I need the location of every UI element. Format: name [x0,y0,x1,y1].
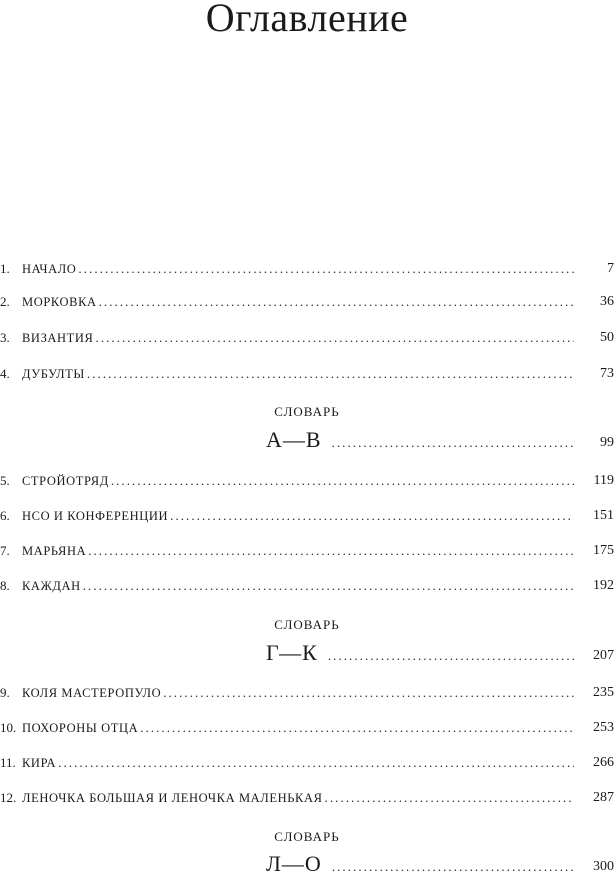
chapter-title: ДУБУЛТЫ [22,367,85,381]
chapter-number: 10. [0,720,17,735]
chapter-number: 2. [0,294,10,309]
dictionary-letters: А—В [266,427,322,452]
page-number: 235 [593,685,614,700]
chapter-title: ЛЕНОЧКА БОЛЬШАЯ И ЛЕНОЧКА МАЛЕНЬКАЯ [22,791,323,805]
chapter-number: 1. [0,261,10,276]
dictionary-letters: Г—К [266,640,318,665]
toc-entry-9[interactable] [0,680,614,702]
dot-leader [332,434,574,452]
chapter-title: КОЛЯ МАСТЕРОПУЛО [22,686,162,700]
dot-leader [328,647,574,665]
chapter-number: 7. [0,543,10,558]
chapter-title: КАЖДАН [22,579,81,593]
chapter-title: НАЧАЛО [22,262,77,276]
dot-leader [163,684,574,702]
dictionary-heading: СЛОВАРЬ [274,404,340,419]
dictionary-heading: СЛОВАРЬ [274,829,340,844]
dot-leader [78,260,574,278]
toc-dictionary-1[interactable] [266,426,614,452]
toc-entry-5[interactable] [0,468,614,490]
toc-entry-3[interactable] [0,325,614,347]
page-number: 73 [600,366,614,381]
dot-leader [58,754,574,772]
page-number: 287 [593,790,614,805]
dot-leader [140,719,574,737]
dot-leader [83,577,574,595]
toc-entry-4[interactable] [0,361,614,383]
dot-leader [87,365,574,383]
chapter-number: 4. [0,366,10,381]
page-title: Оглавление [205,0,409,40]
chapter-number: 12. [0,790,17,805]
chapter-title: СТРОЙОТРЯД [22,474,109,488]
toc-entry-7[interactable] [0,538,614,560]
chapter-title: КИРА [22,756,57,770]
dot-leader [95,329,574,347]
page-number: 207 [593,648,614,663]
page-number: 175 [593,543,614,558]
page-number: 7 [607,261,614,276]
page-number: 300 [593,859,614,874]
chapter-title: ВИЗАНТИЯ [22,331,94,345]
page-number: 119 [593,473,614,488]
page-number: 266 [593,755,614,770]
page-number: 50 [600,330,614,345]
chapter-title: МАРЬЯНА [22,544,87,558]
toc-entry-12[interactable] [0,785,614,807]
page-number: 36 [600,294,614,309]
chapter-number: 3. [0,330,10,345]
dot-leader [99,293,574,311]
dot-leader [111,472,574,490]
toc-dictionary-2[interactable] [266,639,614,665]
page-number: 99 [600,435,614,450]
page-number: 151 [593,508,614,523]
dot-leader [170,507,574,525]
chapter-number: 5. [0,473,10,488]
dot-leader [325,789,574,807]
page-number: 253 [593,720,614,735]
chapter-title: ПОХОРОНЫ ОТЦА [22,721,139,735]
chapter-number: 8. [0,578,10,593]
dot-leader [88,542,574,560]
toc-entry-8[interactable] [0,573,614,595]
toc-entry-2[interactable] [0,289,614,311]
chapter-number: 9. [0,685,10,700]
chapter-title: МОРКОВКА [22,295,97,309]
dictionary-letters: Л—О [266,851,322,876]
dictionary-heading: СЛОВАРЬ [274,617,340,632]
toc-dictionary-3[interactable] [266,850,614,876]
chapter-title: НСО И КОНФЕРЕНЦИИ [22,509,169,523]
page-number: 192 [593,578,614,593]
toc-entry-6[interactable] [0,503,614,525]
chapter-number: 6. [0,508,10,523]
toc-entry-1[interactable] [0,256,614,278]
chapter-number: 11. [0,755,16,770]
toc-entry-11[interactable] [0,750,614,772]
dot-leader [332,858,574,876]
toc-entry-10[interactable] [0,715,614,737]
